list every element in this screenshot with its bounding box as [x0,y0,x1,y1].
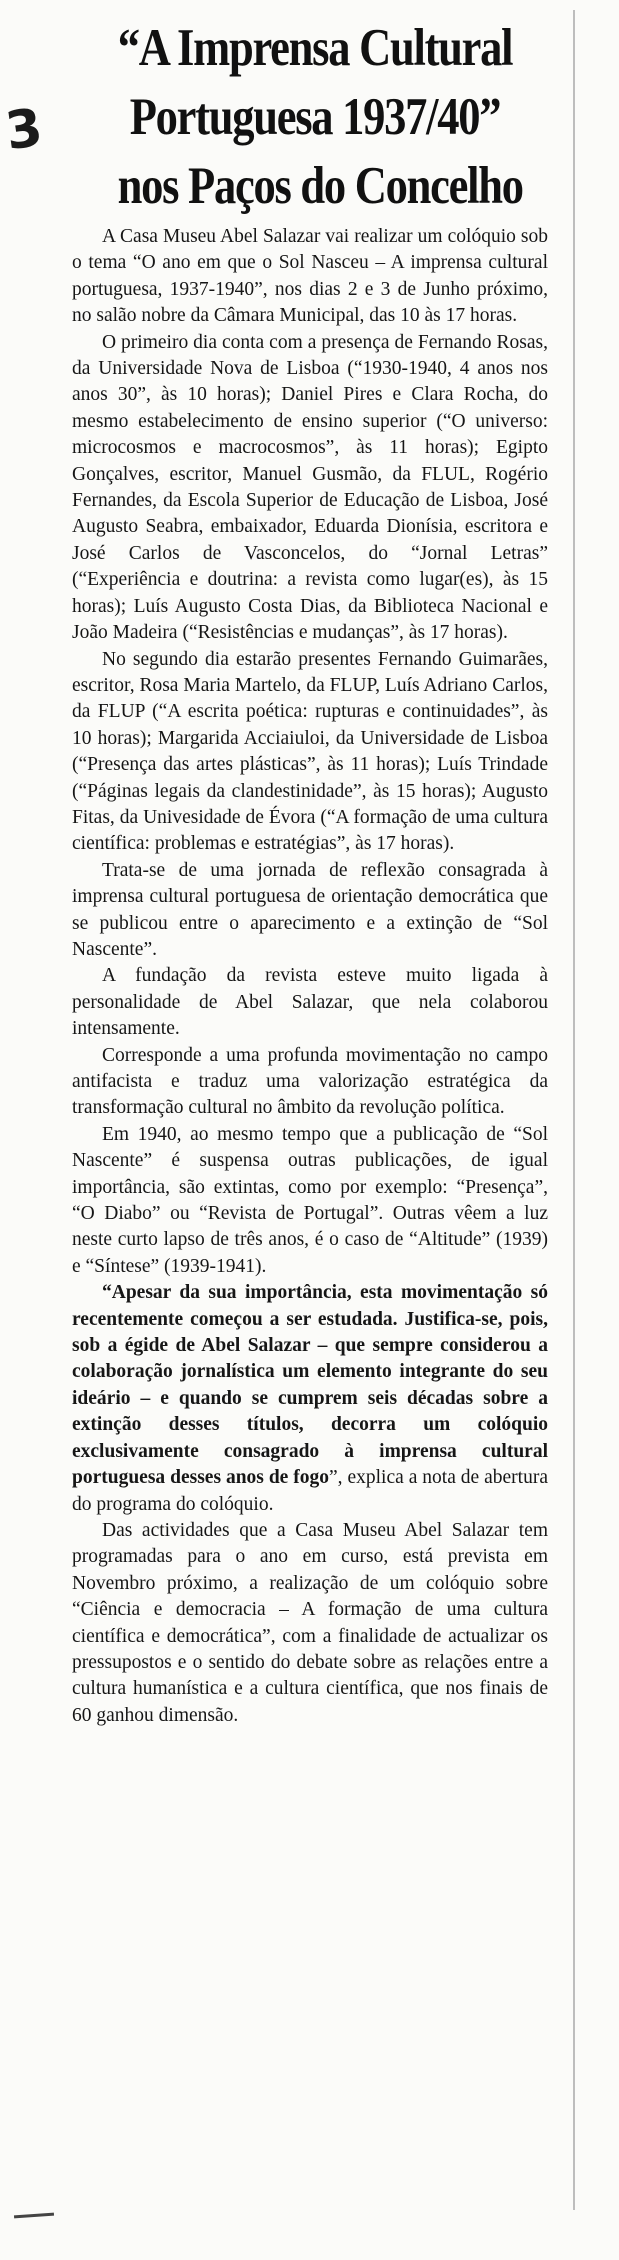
paragraph-final: Das actividades que a Casa Museu Abel Salazar tem programadas para o ano em curso, está prevista em Novembro próximo, a realização de um colóquio sobre “Ciência e democracia – A formação de uma cultura científica e democrática”, com a finalidade de actualizar os pressupostos e o sentido do debate sobre as relações entre a cultura humanística e a cultura científica, que nos finais de 60 ganhou dimensão. [72,1519,548,1726]
paragraph-first-day: O primeiro dia conta com a presença de Fernando Rosas, da Universidade Nova de Lisboa (“1930-1940, 4 anos nos anos 30”, às 10 horas); Daniel Pires e Clara Rocha, do mesmo estabelecimento de ensino superior (“O universo: microcosmos e macrocosmos”, às 11 horas); Egipto Gonçalves, escritor, Manuel Gusmão, da FLUL, Rogério Fernandes, da Escola Superior de Educação de Lisboa, José Augusto Seabra, embaixador, Eduarda Dionísia, escritora e José Carlos de Vasconcelos, do “Jornal Letras” (“Experiência e doutrina: a revista como lugar(es), às 15 horas); Luís Augusto Costa Dias, da Biblioteca Nacional e João Madeira (“Resistências e mudanças”, às 17 horas). [72,331,548,644]
headline-line-2: Portuguesa 1937/40” [129,88,501,146]
paragraph-intro: A Casa Museu Abel Salazar vai realizar um colóquio sob o tema “O ano em que o Sol Nasceu – A imprensa cultural portuguesa, 1937-1940”, nos dias 2 e 3 de Junho próximo, no salão nobre da Câmara Municipal, das 10 às 17 horas. [72,226,548,327]
handwritten-mark: 3 [2,97,47,163]
paragraph-foundation: A fundação da revista esteve muito ligada à personalidade de Abel Salazar, que nela colaborou intensamente. [72,965,548,1040]
article-body [72,224,548,1729]
paragraph-quote [72,1280,548,1518]
paragraph-movement: Corresponde a uma profunda movimentação no campo antifacista e traduz uma valorização estratégica da transformação cultural no âmbito da revolução política. [72,1044,548,1119]
headline-line-1: “A Imprensa Cultural [117,19,513,77]
paragraph-second-day: No segundo dia estarão presentes Fernando Guimarães, escritor, Rosa Maria Martelo, da FLUP, Luís Adriano Carlos, da FLUP (“A escrita poética: rupturas e continuidades”, às 10 horas); Margarida Acciaiuloi, da Universidade de Lisboa (“Presença das artes plásticas”, às 11 horas); Luís Trindade (“Páginas legais da clandestinidade”, às 15 horas); Augusto Fitas, da Univesidade de Évora (“A formação de uma cultura científica: problemas e estratégias”, às 17 horas). [72,648,548,855]
headline-line-3: nos Paços do Concelho [117,157,523,215]
quote-attribution: ”, explica a nota de abertura do programa do colóquio. [72,1467,548,1515]
headline [117,14,523,221]
pencil-dash-mark [14,2213,54,2219]
quote-bold-text: “Apesar da sua importância, esta movimentação só recentemente começou a ser estudada. Justifica-se, pois, sob a égide de Abel Salazar – que sempre considerou a colaboração jornalística um elemento integrante do seu ideário – e quando se cumprem seis décadas sobre a extinção desses títulos, decorra um colóquio exclusivamente consagrado à imprensa cultural portuguesa desses anos de fogo [72,1282,548,1489]
paragraph-1940: Em 1940, ao mesmo tempo que a publicação de “Sol Nascente” é suspensa outras publicações, de igual importância, são extintas, como por exemplo: “Presença”, “O Diabo” ou “Revista de Portugal”. Outras vêem a luz neste curto lapso de três anos, é o caso de “Altitude” (1939) e “Síntese” (1939-1941). [72,1123,548,1277]
paragraph-reflection: Trata-se de uma jornada de reflexão consagrada à imprensa cultural portuguesa de orientação democrática que se publicou entre o aparecimento e a extinção de “Sol Nascente”. [72,859,548,960]
column-rule [573,10,575,2210]
